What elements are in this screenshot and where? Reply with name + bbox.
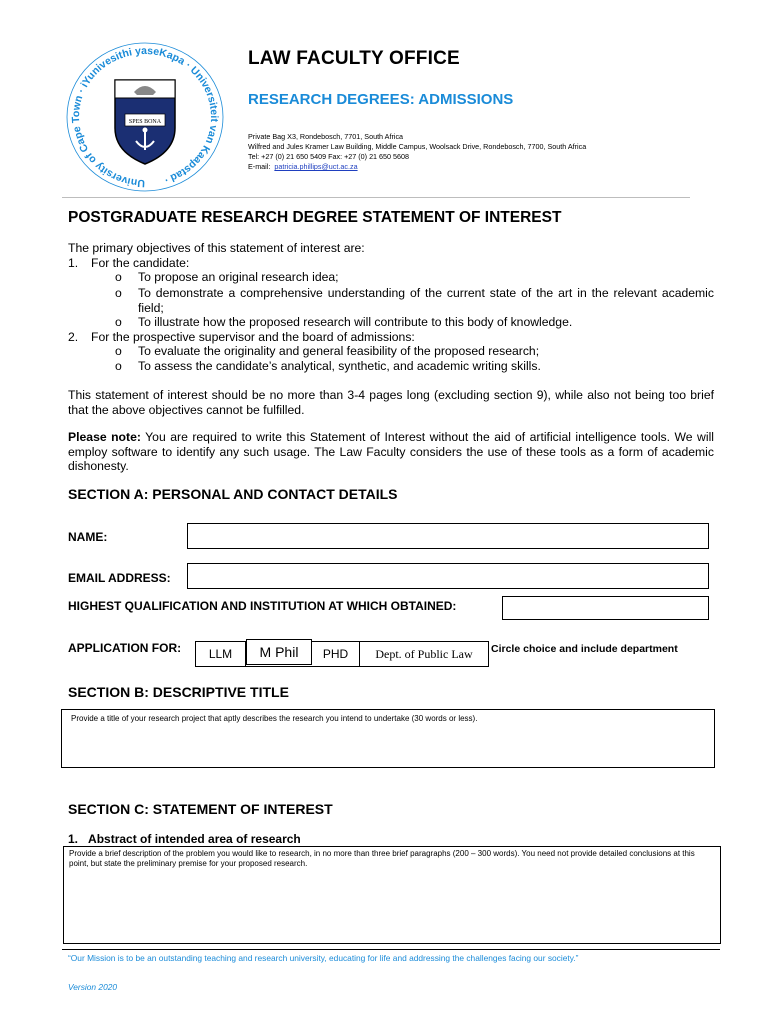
choice-note: Circle choice and include department (491, 643, 678, 655)
bullet-marker: o (115, 270, 122, 284)
abstract-title: Abstract of intended area of research (88, 832, 301, 846)
option-llm[interactable]: LLM (196, 642, 246, 666)
objective-number: 2. (68, 330, 79, 344)
option-phd[interactable]: PHD (312, 642, 360, 666)
footer-divider (62, 949, 720, 950)
uct-logo (62, 40, 228, 194)
name-label: NAME: (68, 530, 108, 544)
abstract-heading (68, 832, 301, 846)
bullet-marker: o (115, 359, 122, 373)
section-a-heading: SECTION A: PERSONAL AND CONTACT DETAILS (68, 486, 398, 502)
qualification-field[interactable] (502, 596, 709, 620)
version-label: Version 2020 (68, 982, 118, 992)
office-subtitle: RESEARCH DEGREES: ADMISSIONS (248, 91, 514, 108)
please-note-text: You are required to write this Statement of Interest without the aid of artificial intelligence tools. We will employ software to identify any such usage. The Law Faculty considers the use of these tools as a form of academic dishonesty. (68, 430, 714, 473)
office-title: LAW FACULTY OFFICE (248, 48, 460, 69)
address-line: Private Bag X3, Rondebosch, 7701, South Africa (248, 132, 404, 141)
objective-label: For the candidate: (91, 256, 190, 270)
bullet-marker: o (115, 344, 122, 358)
bullet-marker: o (115, 286, 122, 300)
logo-motto: SPES BONA (128, 119, 162, 125)
mission-statement: “Our Mission is to be an outstanding teaching and research university, educating for life and addressing the challenges facing our society.” (68, 953, 579, 963)
objective-bullet: To assess the candidate’s analytical, synthetic, and academic writing skills. (138, 359, 541, 373)
objective-bullet: To evaluate the originality and general feasibility of the proposed research; (138, 344, 540, 358)
address-line: Tel: +27 (0) 21 650 5409 Fax: +27 (0) 21 650 5608 (248, 152, 410, 161)
please-note (68, 430, 714, 474)
logo-ring-text: University of Cape Town · iYunivesithi yaseKapa · Universiteit van Kaapstad · (69, 44, 221, 190)
application-options (195, 641, 489, 667)
bullet-marker: o (115, 315, 122, 329)
email-address-field[interactable] (187, 563, 709, 589)
section-b-heading: SECTION B: DESCRIPTIVE TITLE (68, 684, 289, 700)
abstract-number: 1. (68, 832, 79, 846)
address-line: Wilfred and Jules Kramer Law Building, Middle Campus, Woolsack Drive, Rondebosch, 7700, South Africa (248, 142, 587, 151)
email-address-label: EMAIL ADDRESS: (68, 571, 171, 585)
application-label: APPLICATION FOR: (68, 641, 182, 655)
email-label: E-mail: (248, 162, 271, 171)
objective-number: 1. (68, 256, 79, 270)
document-title: POSTGRADUATE RESEARCH DEGREE STATEMENT OF INTEREST (68, 209, 562, 226)
intro-text: The primary objectives of this statement of interest are: (68, 241, 365, 255)
name-field[interactable] (187, 523, 709, 549)
header-divider (62, 197, 690, 198)
option-department[interactable]: Dept. of Public Law (375, 646, 473, 661)
abstract-instruction: Provide a brief description of the problem you would like to research, in no more than three brief paragraphs (200 – 300 words). You need not provide detailed conclusions at this point, but state the preliminary premise for your proposed research. (69, 849, 695, 868)
objective-bullet: To demonstrate a comprehensive understanding of the current state of the art in the relevant academic field; (138, 286, 714, 315)
address-block (248, 132, 586, 172)
title-field[interactable] (61, 709, 715, 768)
objective-bullet: To propose an original research idea; (138, 270, 339, 284)
email-line (248, 162, 586, 172)
section-c-heading: SECTION C: STATEMENT OF INTEREST (68, 801, 333, 817)
qualification-label: HIGHEST QUALIFICATION AND INSTITUTION AT WHICH OBTAINED: (68, 599, 457, 613)
title-instruction: Provide a title of your research project that aptly describes the research you intend to undertake (30 words or less). (71, 714, 478, 723)
objective-label: For the prospective supervisor and the board of admissions: (91, 330, 415, 344)
abstract-field[interactable] (63, 846, 721, 944)
length-note: This statement of interest should be no more than 3-4 pages long (excluding section 9), while also not being too brief that the above objectives cannot be fulfilled. (68, 388, 714, 417)
please-note-label: Please note: (68, 430, 141, 444)
objective-bullet: To illustrate how the proposed research will contribute to this body of knowledge. (138, 315, 573, 329)
email-link[interactable]: patricia.phillips@uct.ac.za (274, 162, 358, 171)
option-mphil[interactable]: M Phil (246, 639, 312, 665)
